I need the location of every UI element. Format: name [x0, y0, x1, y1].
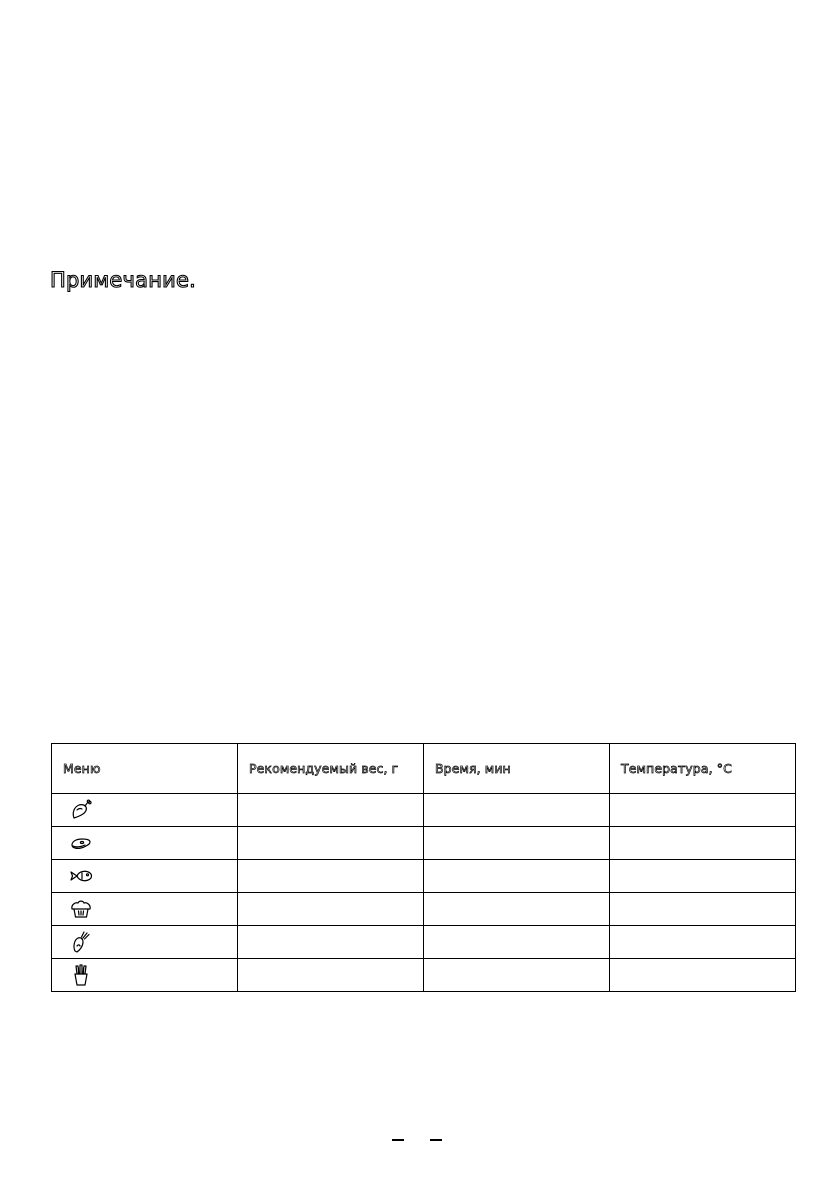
page-dash-left: [392, 1139, 404, 1141]
temperature-cell: [610, 959, 796, 992]
time-cell: [424, 860, 610, 893]
header-time: Время, мин: [424, 744, 610, 794]
temperature-cell: [610, 860, 796, 893]
menu-cell: [52, 893, 238, 926]
table-row: [52, 893, 796, 926]
shrimp-icon: [68, 929, 94, 955]
temperature-cell: [610, 827, 796, 860]
time-cell: [424, 827, 610, 860]
page-number-marks: [392, 1131, 444, 1145]
weight-cell: [238, 926, 424, 959]
menu-cell: [52, 794, 238, 827]
table-row: [52, 827, 796, 860]
table-row: [52, 926, 796, 959]
weight-cell: [238, 827, 424, 860]
table-row: [52, 959, 796, 992]
page-dash-right: [430, 1139, 442, 1141]
time-cell: [424, 926, 610, 959]
cooking-menu-table: [51, 743, 796, 992]
french-fries-icon: [68, 962, 94, 988]
table-row: [52, 860, 796, 893]
note-heading: Примечание.: [50, 268, 196, 292]
fish-icon: [68, 863, 94, 889]
weight-cell: [238, 860, 424, 893]
temperature-cell: [610, 926, 796, 959]
menu-cell: [52, 959, 238, 992]
temperature-cell: [610, 794, 796, 827]
time-cell: [424, 893, 610, 926]
table-header-row: [52, 744, 796, 794]
temperature-cell: [610, 893, 796, 926]
menu-cell: [52, 860, 238, 893]
chicken-drumstick-icon: [68, 797, 94, 823]
menu-cell: [52, 926, 238, 959]
weight-cell: [238, 794, 424, 827]
table-row: [52, 794, 796, 827]
cake-icon: [68, 896, 94, 922]
time-cell: [424, 959, 610, 992]
menu-cell: [52, 827, 238, 860]
header-weight: Рекомендуемый вес, г: [238, 744, 424, 794]
header-menu: Меню: [52, 744, 238, 794]
steak-icon: [68, 830, 94, 856]
weight-cell: [238, 959, 424, 992]
weight-cell: [238, 893, 424, 926]
time-cell: [424, 794, 610, 827]
header-temperature: Температура, °C: [610, 744, 796, 794]
